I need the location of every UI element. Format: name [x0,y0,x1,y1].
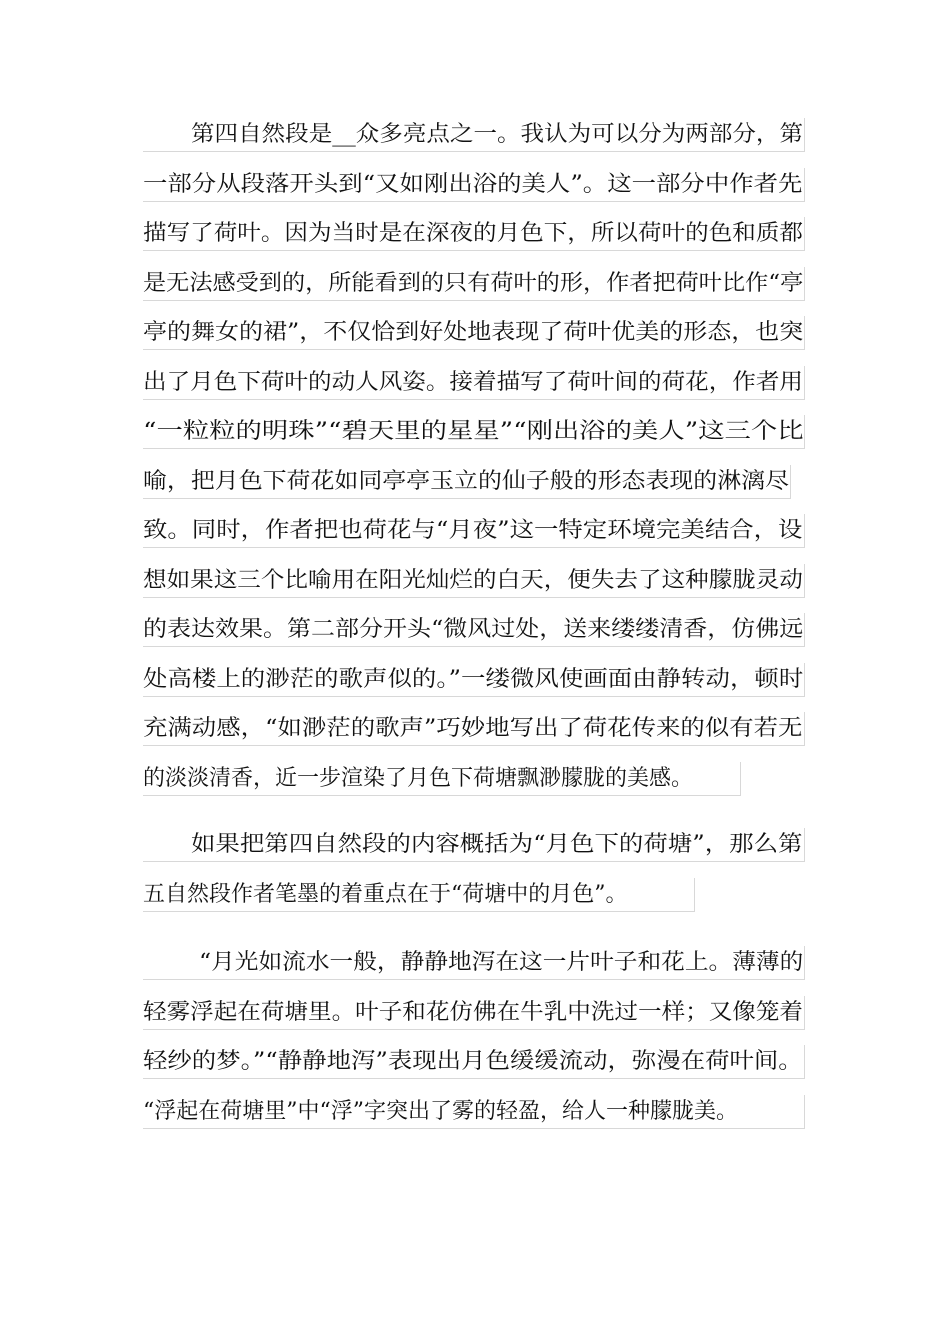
text-line-content: 处高楼上的渺茫的歌声似的。”一缕微风使画面由静转动，顿时 [143,666,804,692]
text-line-content: 的表达效果。第二部分开头“微风过处，送来缕缕清香，仿佛远 [143,617,804,642]
text-line-content: 致。同时，作者把也荷花与“月夜”这一特定环境完美结合，设 [143,518,803,543]
text-line-content: 想如果这三个比喻用在阳光灿烂的白天，便失去了这种朦胧灵动 [143,567,804,593]
text-line [143,828,805,862]
text-line [143,878,695,912]
text-line-content: 轻雾浮起在荷塘里。叶子和花仿佛在牛乳中洗过一样；又像笼着 [143,999,804,1025]
text-line [143,712,805,746]
text-line-content: “浮起在荷塘里”中“浮”字突出了雾的轻盈，给人一种朦胧美。 [143,1098,738,1124]
text-line-content: 一部分从段落开头到“又如刚出浴的美人”。这一部分中作者先 [143,171,803,197]
text-line [143,1095,805,1129]
text-line [143,465,791,499]
text-line-content: 第四自然段是__众多亮点之一。我认为可以分为两部分，第 [191,122,804,147]
text-line-content: 充满动感，“如渺茫的歌声”巧妙地写出了荷花传来的似有若无 [143,716,803,741]
text-line-content: “月光如流水一般，静静地泻在这一片叶子和花上。薄薄的 [199,950,804,975]
text-line [143,514,805,548]
text-line [143,316,805,350]
text-line [143,613,805,647]
text-line [143,762,741,796]
text-line [143,1045,805,1079]
text-line-content: 五自然段作者笔墨的着重点在于“荷塘中的月色”。 [143,881,628,907]
text-line-content: 描写了荷叶。因为当时是在深夜的月色下，所以荷叶的色和质都 [143,221,804,246]
text-line [143,663,805,697]
text-line-content: 喻，把月色下荷花如同亭亭玉立的仙子般的形态表现的淋漓尽 [143,468,790,494]
text-line [143,267,805,301]
text-line [143,366,805,400]
text-line-content: 出了月色下荷叶的动人风姿。接着描写了荷叶间的荷花，作者用 [143,369,804,395]
text-line-content: 的淡淡清香，近一步渲染了月色下荷塘飘渺朦胧的美感。 [143,765,694,791]
text-line [143,996,805,1030]
text-line-content: 如果把第四自然段的内容概括为“月色下的荷塘”，那么第 [191,832,803,857]
text-line [143,946,805,980]
text-line [143,118,805,152]
text-line-content: 轻纱的梦。”“静静地泻”表现出月色缓缓流动，弥漫在荷叶间。 [143,1049,803,1074]
text-line [143,415,805,449]
text-line-content: “一粒粒的明珠”“碧天里的星星”“刚出浴的美人”这三个比 [143,419,804,444]
text-line [143,217,805,251]
text-line-content: 亭的舞女的裙”，不仅恰到好处地表现了荷叶优美的形态，也突 [143,320,804,345]
text-line [143,168,805,202]
text-line-content: 是无法感受到的，所能看到的只有荷叶的形，作者把荷叶比作“亭 [143,270,804,296]
text-line [143,564,805,598]
